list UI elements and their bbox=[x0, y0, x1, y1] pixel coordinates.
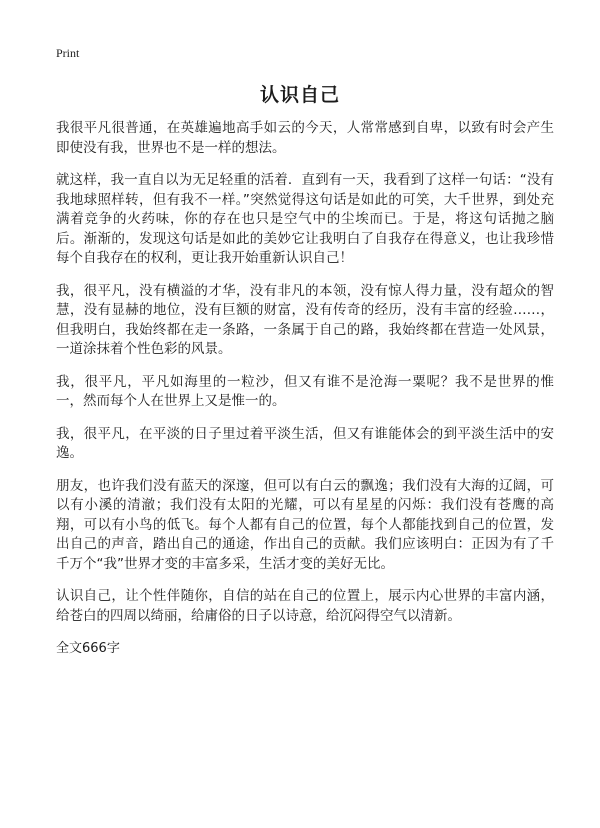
paragraph: 就这样，我一直自以为无足轻重的活着．直到有一天，我看到了这样一句话：“没有我地球照样转，但有我不一样。”突然觉得这句话是如此的可笑，大千世界，到处充满着竞争的火药味，你的存在也只是空气中的尘埃而已。于是，将这句话抛之脑后。渐渐的，发现这句话是如此的美妙它让我明白了自我存在得意义，也让我珍惜每个自我存在的权利，更让我开始重新认识自己！ bbox=[56, 172, 554, 266]
paragraph: 朋友，也许我们没有蓝天的深邃，但可以有白云的飘逸；我们没有大海的辽阔，可以有小溪的清澈；我们没有太阳的光耀，可以有星星的闪烁：我们没有苍鹰的高翔，可以有小鸟的低飞。每个人都有自己的位置，每个人都能找到自己的位置，发出自己的声音，踏出自己的通途，作出自己的贡献。我们应该明白：正因为有了千千万个“我”世界才变的丰富多采，生活才变的美好无比。 bbox=[56, 477, 554, 572]
paragraph: 我，很平凡，在平淡的日子里过着平淡生活，但又有谁能体会的到平淡生活中的安逸。 bbox=[56, 425, 554, 461]
paragraph: 我，很平凡，没有横溢的才华，没有非凡的本领，没有惊人得力量，没有超众的智慧，没有显赫的地位，没有巨额的财富，没有传奇的经历，没有丰富的经验……，但我明白，我始终都在走一条路，一条属于自己的路，我始终都在营造一处风景，一道涂抹着个性色彩的风景。 bbox=[56, 282, 554, 357]
paragraph: 我很平凡很普通，在英雄遍地高手如云的今天，人常常感到自卑，以致有时会产生即使没有我，世界也不是一样的想法。 bbox=[56, 120, 554, 156]
print-link[interactable]: Print bbox=[56, 46, 80, 60]
article-title: 认识自己 bbox=[259, 84, 340, 106]
word-count: 全文666字 bbox=[56, 641, 120, 656]
paragraph: 我，很平凡，平凡如海里的一粒沙，但又有谁不是沧海一粟呢？我不是世界的惟一，然而每个人在世界上又是惟一的。 bbox=[56, 373, 554, 409]
paragraph: 认识自己，让个性伴随你，自信的站在自己的位置上，展示内心世界的丰富内涵，给苍白的四周以绮丽，给庸俗的日子以诗意，给沉闷得空气以清新。 bbox=[56, 588, 554, 624]
article-body bbox=[56, 119, 554, 658]
